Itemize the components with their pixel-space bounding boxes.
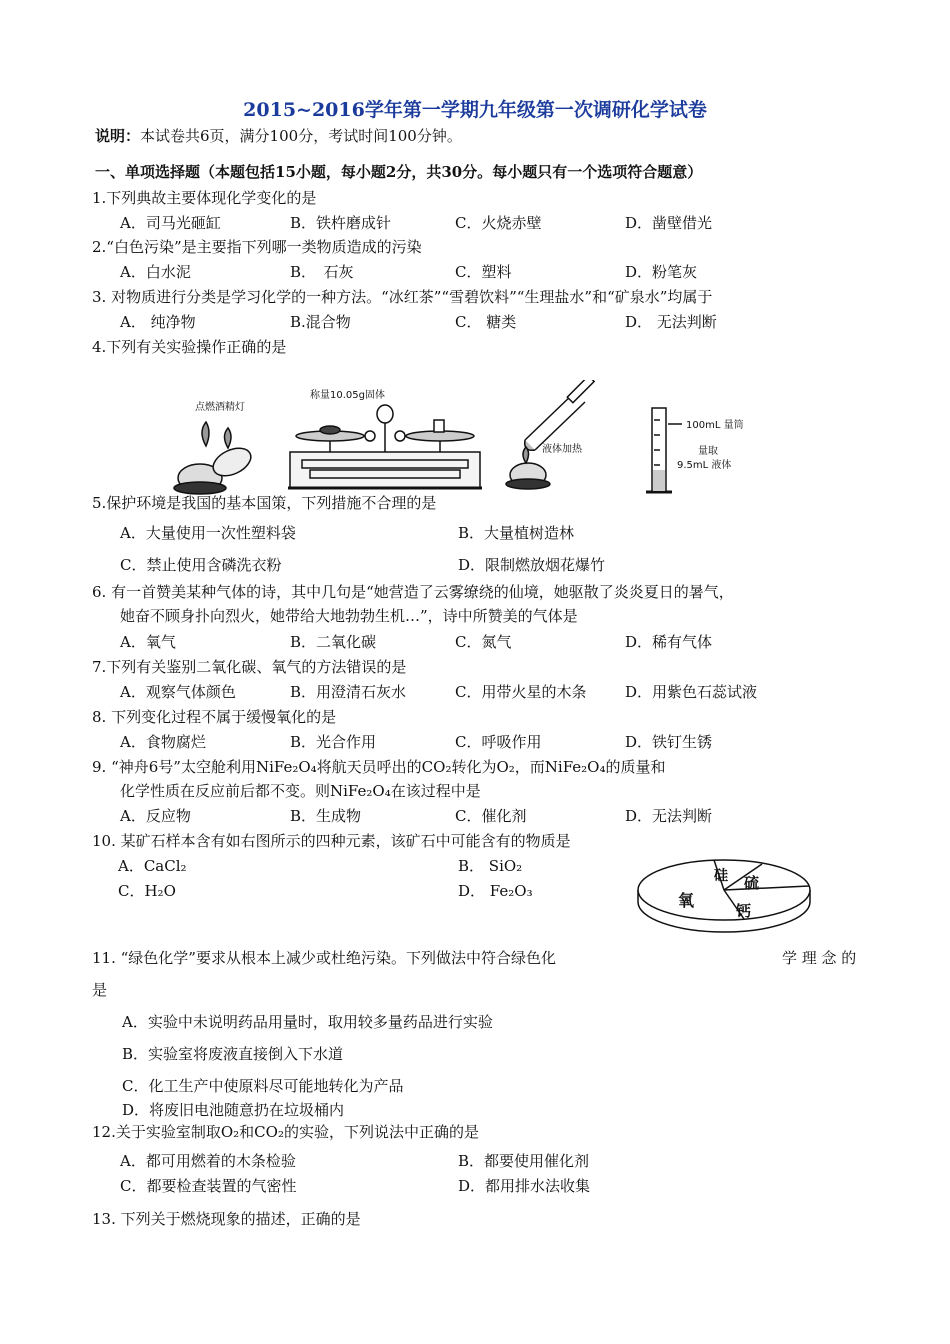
question-11-stem-line1-tail: 学 理 念 的 [782, 949, 857, 967]
q2-option-d: D．粉笔灰 [625, 263, 698, 281]
pie-label-oxygen: 氧 [678, 891, 695, 910]
pie-label-calcium: 钙 [736, 902, 752, 920]
q12-option-d: D．都用排水法收集 [458, 1177, 591, 1195]
pie-label-silicon: 硅 [714, 868, 728, 884]
question-4-stem: 4.下列有关实验操作正确的是 [92, 338, 287, 356]
q11-option-c: C．化工生产中使原料尽可能地转化为产品 [122, 1077, 404, 1095]
q7-option-a: A．观察气体颜色 [120, 683, 236, 701]
q3-option-a: A． 纯净物 [120, 313, 196, 331]
q8-option-d: D．铁钉生锈 [625, 733, 713, 751]
q10-option-a: A．CaCl₂ [118, 857, 187, 875]
alcohol-lamp-lighting-icon [174, 422, 255, 494]
exam-note [95, 126, 462, 146]
question-8-stem: 8. 下列变化过程不属于缓慢氧化的是 [92, 708, 337, 726]
section-heading: 一、单项选择题（本题包括15小题，每小题2分，共30分。每小题只有一个选项符合题意） [95, 163, 703, 181]
balance-scale-icon [288, 405, 482, 488]
test-tube-heating-icon [506, 380, 594, 489]
q1-option-d: D．凿壁借光 [625, 214, 713, 232]
label-weigh: 称量10.05g固体 [310, 390, 385, 401]
question-12-stem: 12.关于实验室制取O₂和CO₂的实验，下列说法中正确的是 [92, 1123, 479, 1141]
q6-option-d: D．稀有气体 [625, 633, 713, 651]
lab-operations-figure [170, 380, 810, 500]
question-2-stem: 2.“白色污染”是主要指下列哪一类物质造成的污染 [92, 238, 422, 256]
q1-option-b: B．铁杵磨成针 [290, 214, 392, 232]
q2-option-b: B． 石灰 [290, 263, 354, 281]
pie-label-sulfur: 硫 [744, 874, 760, 892]
q8-option-a: A．食物腐烂 [120, 733, 206, 751]
q2-option-c: C．塑料 [455, 263, 512, 281]
label-measure-volume: 9.5mL 液体 [677, 460, 732, 471]
question-13-stem: 13. 下列关于燃烧现象的描述，正确的是 [92, 1210, 361, 1228]
q1-option-c: C．火烧赤壁 [455, 214, 542, 232]
question-11-stem-line2: 是 [92, 981, 108, 999]
q11-option-b: B．实验室将废液直接倒入下水道 [122, 1045, 344, 1063]
graduated-cylinder-icon [646, 408, 682, 492]
q11-option-d: D．将废旧电池随意扔在垃圾桶内 [122, 1101, 345, 1119]
question-10-stem: 10. 某矿石样本含有如右图所示的四种元素，该矿石中可能含有的物质是 [92, 832, 571, 850]
note-text: 本试卷共6页，满分100分，考试时间100分钟。 [140, 127, 462, 145]
q8-option-b: B．光合作用 [290, 733, 377, 751]
page-title: 2015~2016学年第一学期九年级第一次调研化学试卷 [243, 99, 707, 121]
q5-option-c: C．禁止使用含磷洗衣粉 [120, 556, 282, 574]
question-7-stem: 7.下列有关鉴别二氧化碳、氧气的方法错误的是 [92, 658, 407, 676]
q5-option-d: D．限制燃放烟花爆竹 [458, 556, 606, 574]
question-3-stem: 3. 对物质进行分类是学习化学的一种方法。“冰红茶”“雪碧饮料”“生理盐水”和“矿泉水”均属于 [92, 288, 713, 306]
q6-option-c: C．氮气 [455, 633, 512, 651]
q10-option-c: C．H₂O [118, 882, 176, 900]
q9-option-b: B．生成物 [290, 807, 362, 825]
q10-option-b: B． SiO₂ [458, 857, 523, 875]
q9-option-a: A．反应物 [120, 807, 191, 825]
q8-option-c: C．呼吸作用 [455, 733, 542, 751]
question-6-stem-line1: 6. 有一首赞美某种气体的诗，其中几句是“她营造了云雾缭绕的仙境，她驱散了炎炎夏日的暑气， [92, 583, 734, 601]
q11-option-a: A．实验中未说明药品用量时，取用较多量药品进行实验 [122, 1013, 493, 1031]
q12-option-b: B．都要使用催化剂 [458, 1152, 590, 1170]
q6-option-a: A．氧气 [120, 633, 176, 651]
element-pie-figure [634, 856, 814, 936]
label-measure: 量取 [698, 446, 718, 457]
q3-option-b: B.混合物 [290, 313, 351, 331]
question-11-stem-line1: 11. “绿色化学”要求从根本上减少或杜绝污染。下列做法中符合绿色化 [92, 949, 556, 967]
note-label: 说明： [95, 127, 141, 145]
q7-option-b: B．用澄清石灰水 [290, 683, 407, 701]
q9-option-d: D．无法判断 [625, 807, 713, 825]
q9-option-c: C．催化剂 [455, 807, 527, 825]
question-5-stem: 5.保护环境是我国的基本国策，下列措施不合理的是 [92, 494, 437, 512]
label-heat-liquid: 液体加热 [542, 444, 582, 455]
q12-option-c: C．都要检查装置的气密性 [120, 1177, 297, 1195]
question-6-stem-line2: 她奋不顾身扑向烈火，她带给大地勃勃生机…”，诗中所赞美的气体是 [120, 607, 578, 625]
question-1-stem: 1.下列典故主要体现化学变化的是 [92, 189, 317, 207]
question-9-stem-line1: 9. “神舟6号”太空舱利用NiFe₂O₄将航天员呼出的CO₂转化为O₂，而NiFe₂O₄的质量和 [92, 758, 666, 776]
q1-option-a: A．司马光砸缸 [120, 214, 221, 232]
q12-option-a: A．都可用燃着的木条检验 [120, 1152, 296, 1170]
q6-option-b: B．二氧化碳 [290, 633, 377, 651]
q3-option-d: D． 无法判断 [625, 313, 717, 331]
label-cylinder: 100mL 量筒 [686, 420, 744, 431]
q5-option-b: B．大量植树造林 [458, 524, 575, 542]
q7-option-d: D．用紫色石蕊试液 [625, 683, 758, 701]
q5-option-a: A．大量使用一次性塑料袋 [120, 524, 296, 542]
q7-option-c: C．用带火星的木条 [455, 683, 587, 701]
q3-option-c: C． 糖类 [455, 313, 517, 331]
q10-option-d: D． Fe₂O₃ [458, 882, 533, 900]
label-light-lamp: 点燃酒精灯 [195, 402, 245, 413]
q2-option-a: A．白水泥 [120, 263, 191, 281]
question-9-stem-line2: 化学性质在反应前后都不变。则NiFe₂O₄在该过程中是 [120, 782, 481, 800]
